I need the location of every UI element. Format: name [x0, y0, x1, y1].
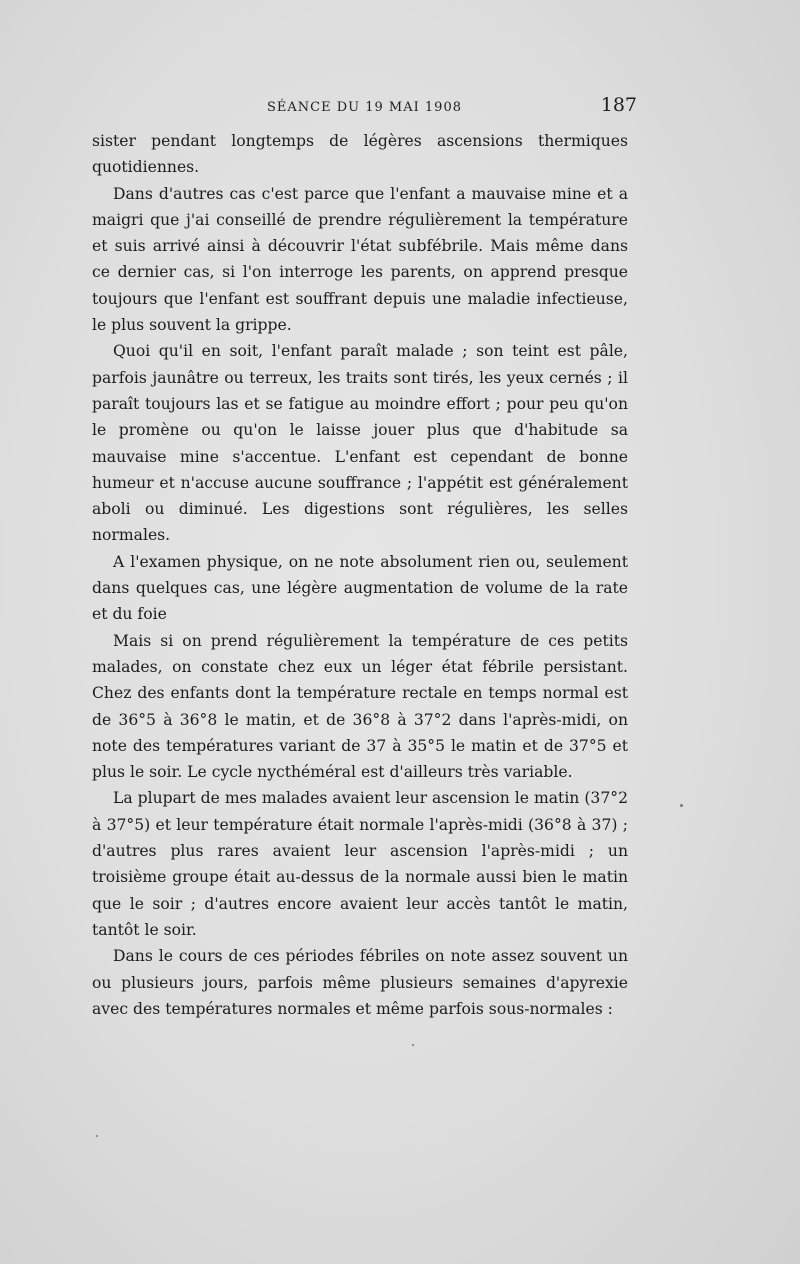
page-number: 187 — [600, 94, 637, 116]
paragraph-3: Quoi qu'il en soit, l'enfant paraît malade ; son teint est pâle, parfois jaunâtre ou terreux, les traits sont tirés, les yeux cernés ; il paraît toujours las et se fatigue au moindre effort ; pour peu qu'on le promène ou qu'on le laisse jouer plus que d'habitude sa mauvaise mine s'accentue. L'enfant est cependant de bonne humeur et n'accuse aucune souffrance ; l'appétit est généralement aboli ou diminué. Les digestions sont régulières, les selles normales. — [92, 342, 628, 545]
paragraph-2: Dans d'autres cas c'est parce que l'enfant a mauvaise mine et a maigri que j'ai conseillé de prendre régulièrement la température et suis arrivé ainsi à découvrir l'état subfébrile. Mais même dans ce dernier cas, si l'on interroge les parents, on apprend presque toujours que l'enfant est souffrant depuis une maladie infectieuse, le plus souvent la grippe. — [92, 184, 628, 335]
paragraph-7: Dans le cours de ces périodes fébriles on note assez souvent un ou plusieurs jours, parfois même plusieurs semaines d'apyrexie avec des températures normales et même parfois sous-normales : — [92, 947, 628, 1018]
paper-speck — [680, 804, 683, 807]
page-header — [92, 94, 637, 124]
paper-speck — [412, 1044, 414, 1046]
paragraph-5: Mais si on prend régulièrement la température de ces petits malades, on constate chez eux un léger état fébrile persistant. Chez des enfants dont la température rectale en temps normal est de 36°5 à 36°8 le matin, et de 36°8 à 37°2 dans l'après-midi, on note des températures variant de 37 à 35°5 le matin et de 37°5 et plus le soir. Le cycle nycthéméral est d'ailleurs très variable. — [92, 631, 628, 782]
paragraph-4: A l'examen physique, on ne note absolument rien ou, seulement dans quelques cas, une légère augmentation de volume de la rate et du foie — [92, 552, 628, 624]
paragraph-6: La plupart de mes malades avaient leur ascension le matin (37°2 à 37°5) et leur température était normale l'après-midi (36°8 à 37) ; d'autres plus rares avaient leur ascension l'après-midi ; un troisième groupe était au-dessus de la normale aussi bien le matin que le soir ; d'autres encore avaient leur accès tantôt le matin, tantôt le soir. — [92, 789, 628, 939]
paper-speck — [96, 1135, 98, 1137]
running-head: SÉANCE DU 19 MAI 1908 — [267, 100, 462, 115]
paragraph-1: sister pendant longtemps de légères ascensions thermiques quotidiennes. — [92, 132, 628, 177]
body-text — [92, 128, 628, 1022]
